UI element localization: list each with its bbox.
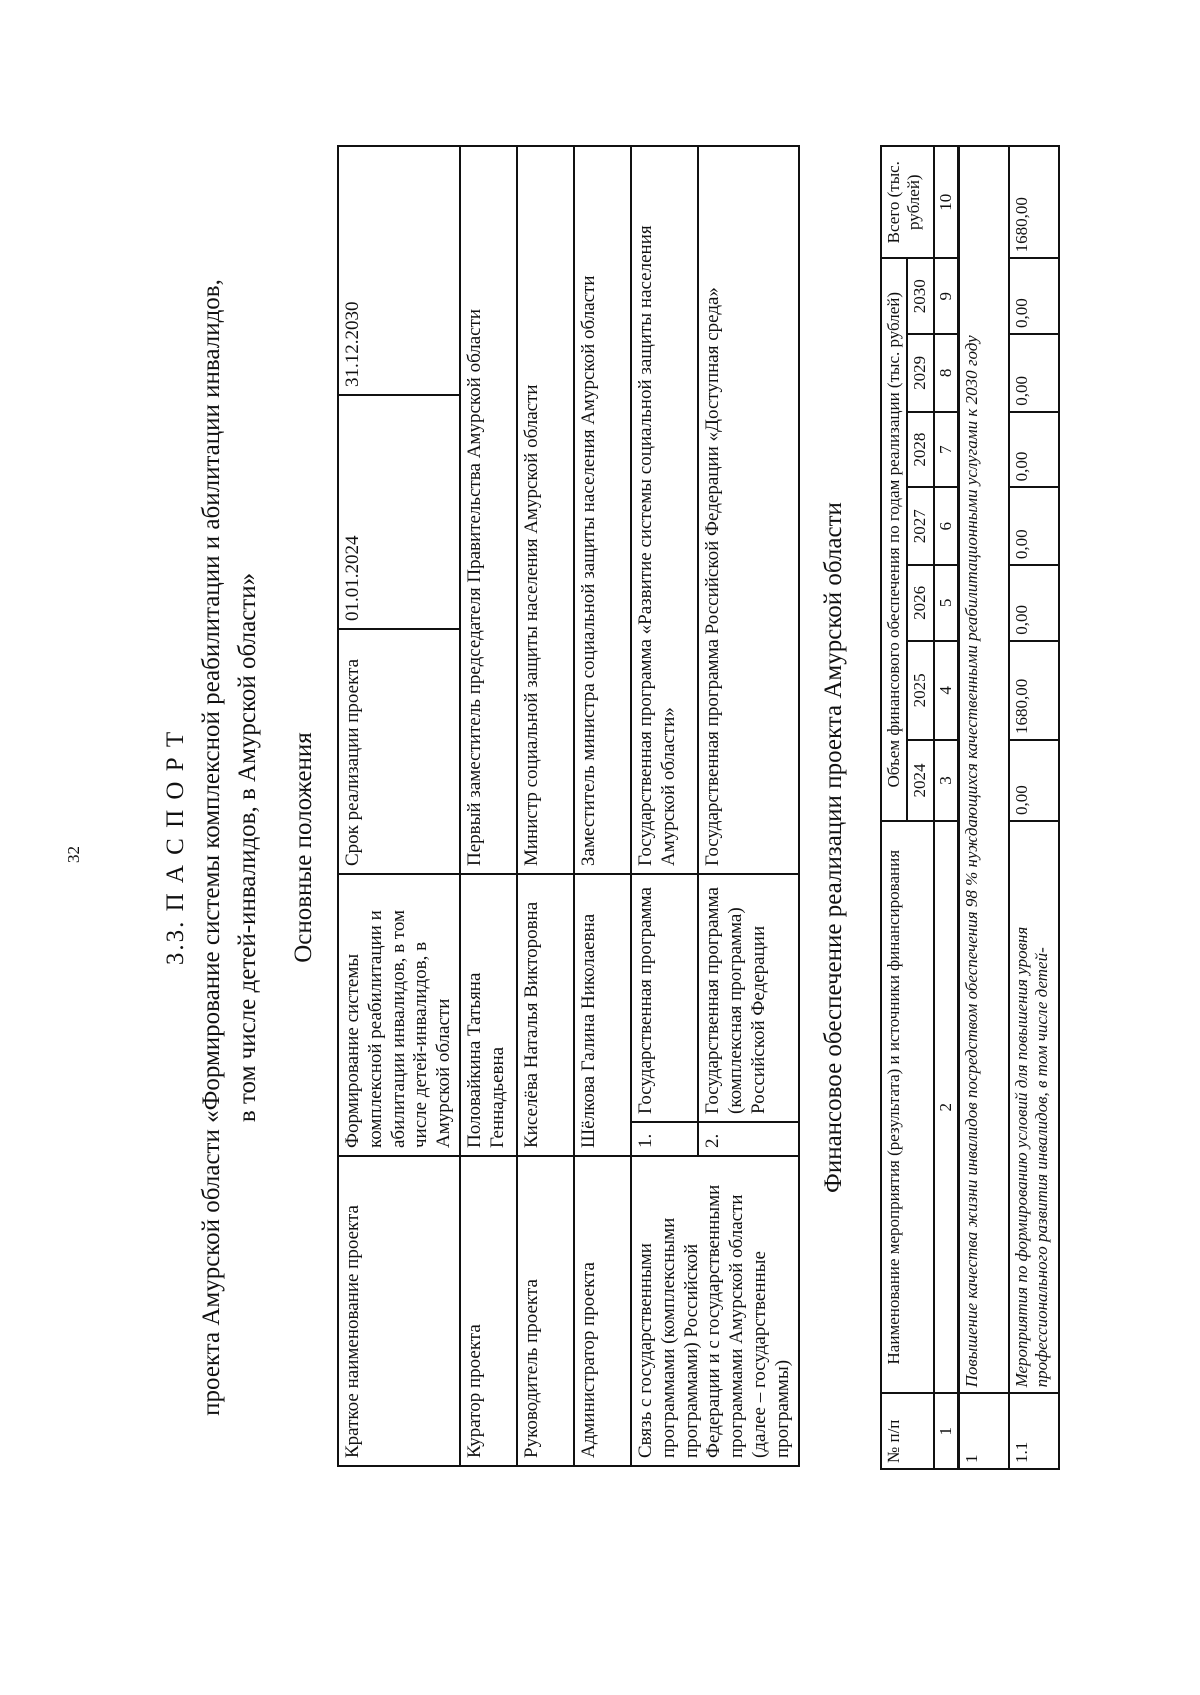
curator-label: Куратор проекта: [460, 1156, 517, 1466]
leader-name: Киселёва Наталья Викторовна: [517, 874, 574, 1156]
index-cell: 1: [934, 1393, 959, 1469]
row11-value: 1680,00: [1009, 641, 1059, 740]
section-heading-finance: Финансовое обеспечение реализации проекта Амурской области: [820, 502, 847, 1193]
year-header: 2025: [907, 641, 933, 740]
admin-name: Шёлкова Галина Николаевна: [574, 874, 631, 1156]
col-years-header: Объем финансового обеспечения по годам реализации (тыс. рублей): [881, 258, 907, 821]
short-name-label: Краткое наименование проекта: [338, 1156, 460, 1466]
table-row: [959, 146, 1009, 1469]
row11-value: 0,00: [1009, 565, 1059, 641]
row1-num: 1: [959, 1393, 1009, 1469]
period-end: 31.12.2030: [338, 146, 460, 395]
main-provisions-table: [337, 145, 800, 1467]
row11-value: 0,00: [1009, 740, 1059, 821]
row11-text: Мероприятия по формированию условий для повышения уровня профессионального развития инвалидов, в том числе детей-: [1009, 821, 1059, 1393]
row11-value: 0,00: [1009, 258, 1059, 334]
index-cell: 5: [934, 565, 959, 641]
admin-position: Заместитель министра социальной защиты населения Амурской области: [574, 146, 631, 874]
table-row: [517, 146, 574, 1466]
short-name-value: Формирование системы комплексной реабилитации и абилитации инвалидов, в том числе детей-инвалидов, в Амурской области: [338, 874, 460, 1156]
link-label: Связь с государственными программами (комплексными программами) Российской Федерации и с государственными программами Амурской области (далее – государственные программы): [631, 1156, 799, 1466]
page-number: 32: [64, 846, 83, 863]
link1-num: 1.: [631, 1122, 698, 1156]
table-row: [574, 146, 631, 1466]
period-label: Срок реализации проекта: [338, 629, 460, 874]
admin-label: Администратор проекта: [574, 1156, 631, 1466]
curator-position: Первый заместитель председателя Правительства Амурской области: [460, 146, 517, 874]
table-row: [338, 146, 460, 1466]
index-cell: 6: [934, 487, 959, 565]
leader-label: Руководитель проекта: [517, 1156, 574, 1466]
leader-position: Министр социальной защиты населения Амурской области: [517, 146, 574, 874]
row11-total: 1680,00: [1009, 146, 1059, 258]
row11-value: 0,00: [1009, 487, 1059, 565]
passport-title: 3.3. П А С П О Р Т: [162, 729, 189, 966]
link2-value: Государственная программа Российской Федерации «Доступная среда»: [698, 146, 798, 874]
link1-value: Государственная программа «Развитие системы социальной защиты населения Амурской области»: [631, 146, 698, 874]
index-cell: 10: [934, 146, 959, 258]
table-row: [934, 146, 959, 1469]
index-cell: 3: [934, 740, 959, 821]
passport-subtitle-line2: в том числе детей-инвалидов, в Амурской области»: [234, 572, 261, 1123]
index-cell: 8: [934, 334, 959, 412]
col-num-header: № п/п: [881, 1393, 934, 1469]
link2-num: 2.: [698, 1122, 798, 1156]
table-row: [881, 146, 907, 1469]
period-start: 01.01.2024: [338, 395, 460, 629]
year-header: 2029: [907, 334, 933, 412]
year-header: 2024: [907, 740, 933, 821]
link2-type: Государственная программа (комплексная программа) Российской Федерации: [698, 874, 798, 1122]
row11-value: 0,00: [1009, 334, 1059, 412]
col-name-header: Наименование мероприятия (результата) и источники финансирования: [881, 821, 934, 1393]
link1-type: Государственная программа: [631, 874, 698, 1122]
passport-subtitle-line1: проекта Амурской области «Формирование системы комплексной реабилитации и абилитации инвалидов,: [198, 279, 225, 1416]
index-cell: 7: [934, 412, 959, 488]
col-total-header: Всего (тыс. рублей): [881, 146, 934, 258]
table-row: [631, 146, 698, 1466]
year-header: 2026: [907, 565, 933, 641]
section-heading-main: Основные положения: [290, 732, 317, 963]
table-row: [1009, 146, 1059, 1469]
row11-value: 0,00: [1009, 412, 1059, 488]
finance-table: [880, 145, 1060, 1470]
year-header: 2027: [907, 487, 933, 565]
row1-text: Повышение качества жизни инвалидов посредством обеспечения 98 % нуждающихся качественными реабилитационными услугами к 2030 году: [959, 146, 1009, 1393]
year-header: 2028: [907, 412, 933, 488]
row11-num: 1.1: [1009, 1393, 1059, 1469]
index-cell: 9: [934, 258, 959, 334]
year-header: 2030: [907, 258, 933, 334]
curator-name: Половайкина Татьяна Геннадьевна: [460, 874, 517, 1156]
index-cell: 4: [934, 641, 959, 740]
table-row: [460, 146, 517, 1466]
index-cell: 2: [934, 821, 959, 1393]
